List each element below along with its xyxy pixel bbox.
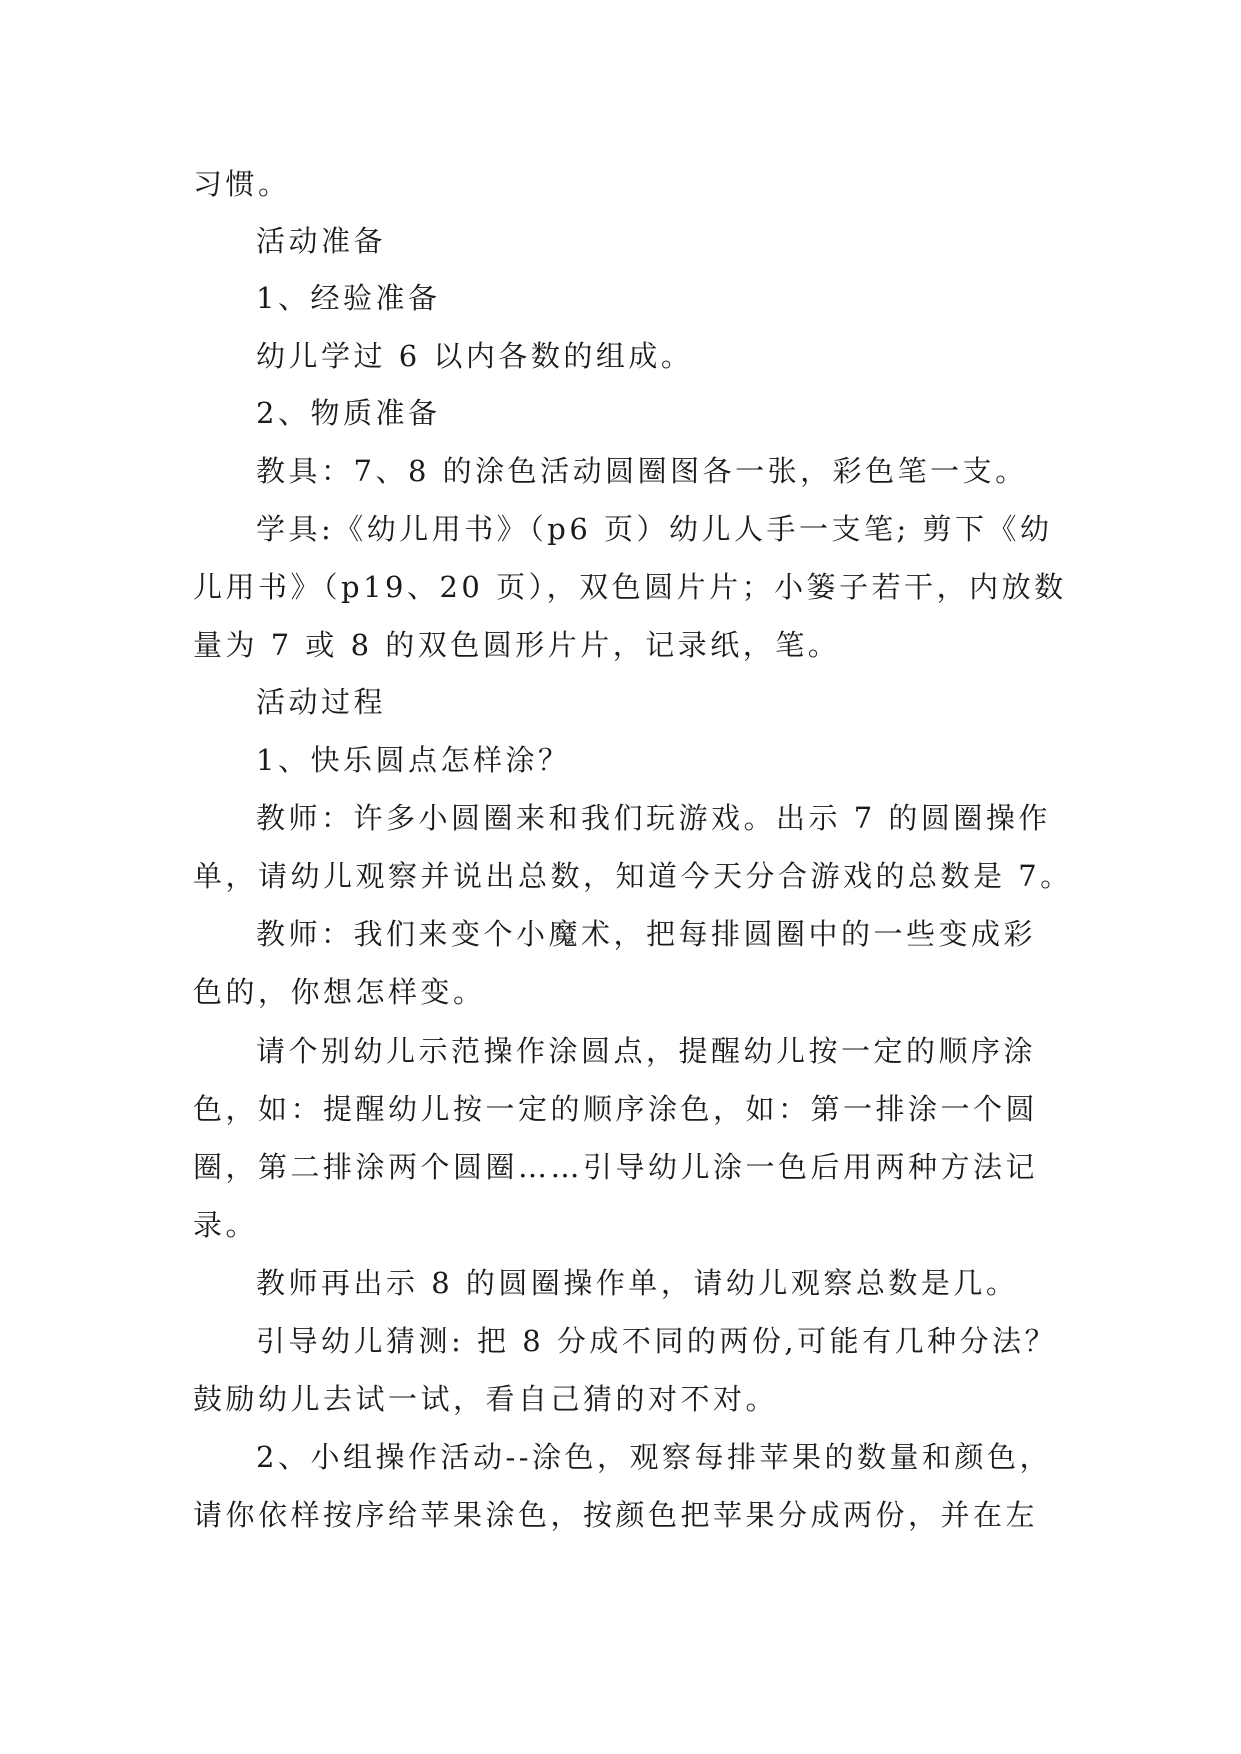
text-line: 教师：我们来变个小魔术，把每排圆圈中的一些变成彩 [256,917,1037,951]
text-line: 请你依样按序给苹果涂色，按颜色把苹果分成两份，并在左 [193,1498,1039,1532]
text-line: 录。 [193,1208,259,1242]
text-line: 色，如：提醒幼儿按一定的顺序涂色，如：第一排涂一个圆 [193,1092,1039,1126]
section-heading-activity-process: 活动过程 [256,685,387,719]
section-heading-activity-preparation: 活动准备 [256,224,387,258]
text-line: 习惯。 [193,167,291,201]
text-line: 教师：许多小圆圈来和我们玩游戏。出示 7 的圆圈操作 [256,801,1051,835]
text-line: 幼儿学过 6 以内各数的组成。 [256,339,694,373]
subheading-material-preparation: 2、物质准备 [256,396,441,430]
text-line: 鼓励幼儿去试一试，看自己猜的对不对。 [193,1382,779,1416]
subheading-happy-dots: 1、快乐圆点怎样涂？ [256,743,571,777]
text-line: 儿用书》（p19、20 页），双色圆片片；小篓子若干，内放数 [193,570,1067,604]
text-line: 色的，你想怎样变。 [193,975,486,1009]
text-line: 请个别幼儿示范操作涂圆点，提醒幼儿按一定的顺序涂 [256,1034,1037,1068]
text-line: 教师再出示 8 的圆圈操作单，请幼儿观察总数是几。 [256,1266,1019,1300]
subheading-experience-preparation: 1、经验准备 [256,281,441,315]
text-line: 教具：7、8 的涂色活动圆圈图各一张，彩色笔一支。 [256,454,1028,488]
text-line: 引导幼儿猜测: 把 8 分成不同的两份,可能有几种分法？ [256,1324,1058,1358]
text-line: 单，请幼儿观察并说出总数，知道今天分合游戏的总数是 7。 [193,859,1073,893]
text-line: 圈，第二排涂两个圆圈……引导幼儿涂一色后用两种方法记 [193,1150,1039,1184]
text-line: 量为 7 或 8 的双色圆形片片，记录纸，笔。 [193,628,841,662]
text-line: 学具:《幼儿用书》（p6 页）幼儿人手一支笔; 剪下《幼 [256,512,1053,546]
subheading-group-activity: 2、小组操作活动--涂色，观察每排苹果的数量和颜色， [256,1440,1053,1474]
